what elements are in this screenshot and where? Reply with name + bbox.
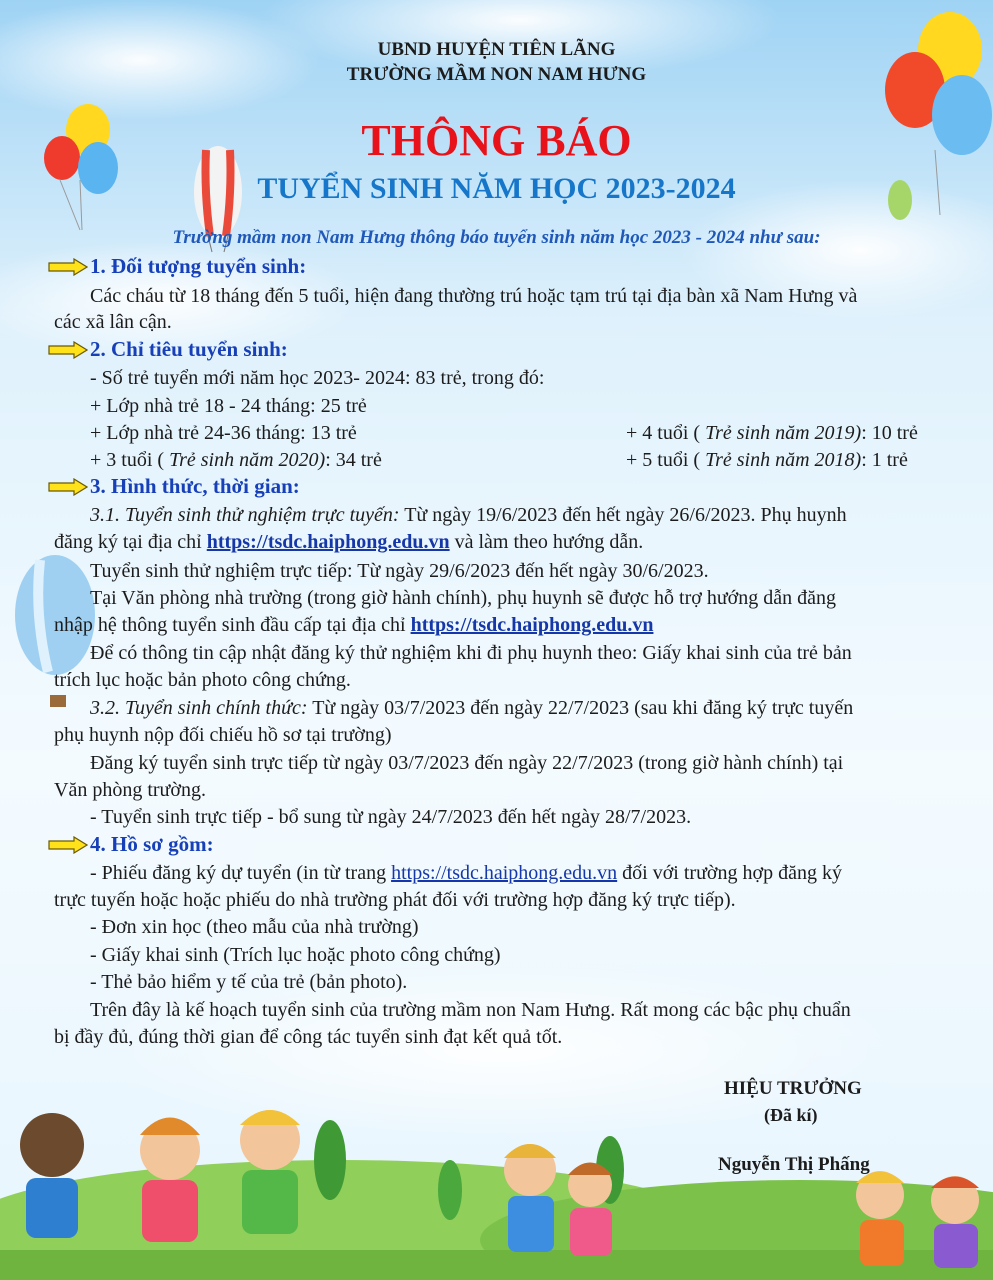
page-subtitle: TUYỂN SINH NĂM HỌC 2023-2024: [257, 172, 736, 205]
text-span: Trẻ sinh năm 2020): [169, 449, 326, 471]
text-span: Trẻ sinh năm 2019): [705, 422, 862, 444]
body-line: [90, 696, 853, 720]
body-line: - Giấy khai sinh (Trích lục hoặc photo công chứng): [90, 944, 501, 966]
arrow-right-icon: [48, 341, 88, 359]
body-line: [90, 503, 847, 527]
body-line: phụ huynh nộp đối chiếu hồ sơ tại trường): [54, 724, 392, 746]
text-span: đối với trường hợp đăng ký: [617, 862, 842, 884]
body-line: [90, 448, 382, 472]
body-line: + Lớp nhà trẻ 18 - 24 tháng: 25 trẻ: [90, 395, 367, 417]
body-line: - Đơn xin học (theo mẫu của nhà trường): [90, 916, 419, 938]
body-line: [626, 448, 908, 472]
tsdc-link[interactable]: https://tsdc.haiphong.edu.vn: [410, 614, 654, 636]
text-span: : 1 trẻ: [861, 449, 908, 471]
body-line: trực tuyến hoặc hoặc phiếu do nhà trường phát đối với trường hợp đăng ký trực tiếp).: [54, 889, 736, 911]
text-span: và làm theo hướng dẫn.: [449, 531, 644, 553]
text-span: Từ ngày 03/7/2023 đến ngày 22/7/2023 (sau khi đăng ký trực tuyến: [307, 697, 854, 719]
body-line: Để có thông tin cập nhật đăng ký thử nghiệm khi đi phụ huynh theo: Giấy khai sinh của trẻ bản: [90, 642, 852, 664]
text-span: + 3 tuổi (: [90, 449, 170, 471]
body-line: Tuyển sinh thử nghiệm trực tiếp: Từ ngày 29/6/2023 đến hết ngày 30/6/2023.: [90, 560, 709, 582]
arrow-right-icon: [48, 258, 88, 276]
text-span: 3.2. Tuyển sinh chính thức:: [90, 697, 308, 719]
text-span: nhập hệ thông tuyển sinh đầu cấp tại địa chỉ: [54, 614, 411, 636]
section-heading-2: 2. Chỉ tiêu tuyển sinh:: [90, 337, 288, 361]
body-line: Trên đây là kế hoạch tuyển sinh của trường mầm non Nam Hưng. Rất mong các bậc phụ chuẩn: [90, 999, 851, 1021]
arrow-right-icon: [48, 478, 88, 496]
signature-name: Nguyễn Thị Phấng: [718, 1154, 870, 1175]
intro-text: Trường mầm non Nam Hưng thông báo tuyển sinh năm học 2023 - 2024 như sau:: [172, 227, 821, 248]
body-line: [54, 530, 643, 554]
text-span: - Phiếu đăng ký dự tuyển (in từ trang: [90, 862, 392, 884]
body-line: - Tuyển sinh trực tiếp - bổ sung từ ngày 24/7/2023 đến hết ngày 28/7/2023.: [90, 806, 692, 828]
body-line: - Thẻ bảo hiểm y tế của trẻ (bản photo).: [90, 971, 408, 993]
tsdc-link[interactable]: https://tsdc.haiphong.edu.vn: [206, 531, 450, 553]
text-span: + 4 tuổi (: [626, 422, 706, 444]
body-line: Các cháu từ 18 tháng đến 5 tuổi, hiện đang thường trú hoặc tạm trú tại địa bàn xã Nam Hưng và: [90, 285, 858, 307]
body-line: Đăng ký tuyển sinh trực tiếp từ ngày 03/7/2023 đến ngày 22/7/2023 (trong giờ hành chính) tại: [90, 752, 844, 774]
arrow-right-icon: [48, 836, 88, 854]
body-line: - Số trẻ tuyển mới năm học 2023- 2024: 83 trẻ, trong đó:: [90, 367, 545, 389]
body-line: + Lớp nhà trẻ 24-36 tháng: 13 trẻ: [90, 422, 357, 444]
body-line: [90, 861, 842, 885]
text-span: : 10 trẻ: [861, 422, 918, 444]
header-school: TRƯỜNG MẦM NON NAM HƯNG: [346, 64, 647, 85]
body-line: bị đầy đủ, đúng thời gian để công tác tuyển sinh đạt kết quả tốt.: [54, 1026, 563, 1048]
signature-role: HIỆU TRƯỞNG: [724, 1078, 862, 1099]
body-line: các xã lân cận.: [54, 311, 172, 333]
body-line: trích lục hoặc bản photo công chứng.: [54, 669, 351, 691]
text-span: 3.1. Tuyển sinh thử nghiệm trực tuyến:: [90, 504, 400, 526]
body-line: Tại Văn phòng nhà trường (trong giờ hành chính), phụ huynh sẽ được hỗ trợ hướng dẫn đăng: [90, 587, 837, 609]
text-span: Trẻ sinh năm 2018): [705, 449, 862, 471]
section-heading-1: 1. Đối tượng tuyển sinh:: [90, 254, 307, 278]
section-heading-4: 4. Hồ sơ gồm:: [90, 832, 214, 856]
section-heading-3: 3. Hình thức, thời gian:: [90, 474, 300, 498]
body-line: [626, 421, 918, 445]
page-title: THÔNG BÁO: [361, 116, 632, 165]
text-span: : 34 trẻ: [325, 449, 382, 471]
header-district: UBND HUYỆN TIÊN LÃNG: [377, 39, 616, 60]
text-span: + 5 tuổi (: [626, 449, 706, 471]
text-span: Từ ngày 19/6/2023 đến hết ngày 26/6/2023. Phụ huynh: [399, 504, 847, 526]
body-line: [54, 613, 653, 637]
text-span: đăng ký tại địa chỉ: [54, 531, 207, 553]
signature-status: (Đã kí): [764, 1105, 818, 1125]
tsdc-link[interactable]: https://tsdc.haiphong.edu.vn: [391, 862, 618, 884]
body-line: Văn phòng trường.: [54, 779, 206, 801]
